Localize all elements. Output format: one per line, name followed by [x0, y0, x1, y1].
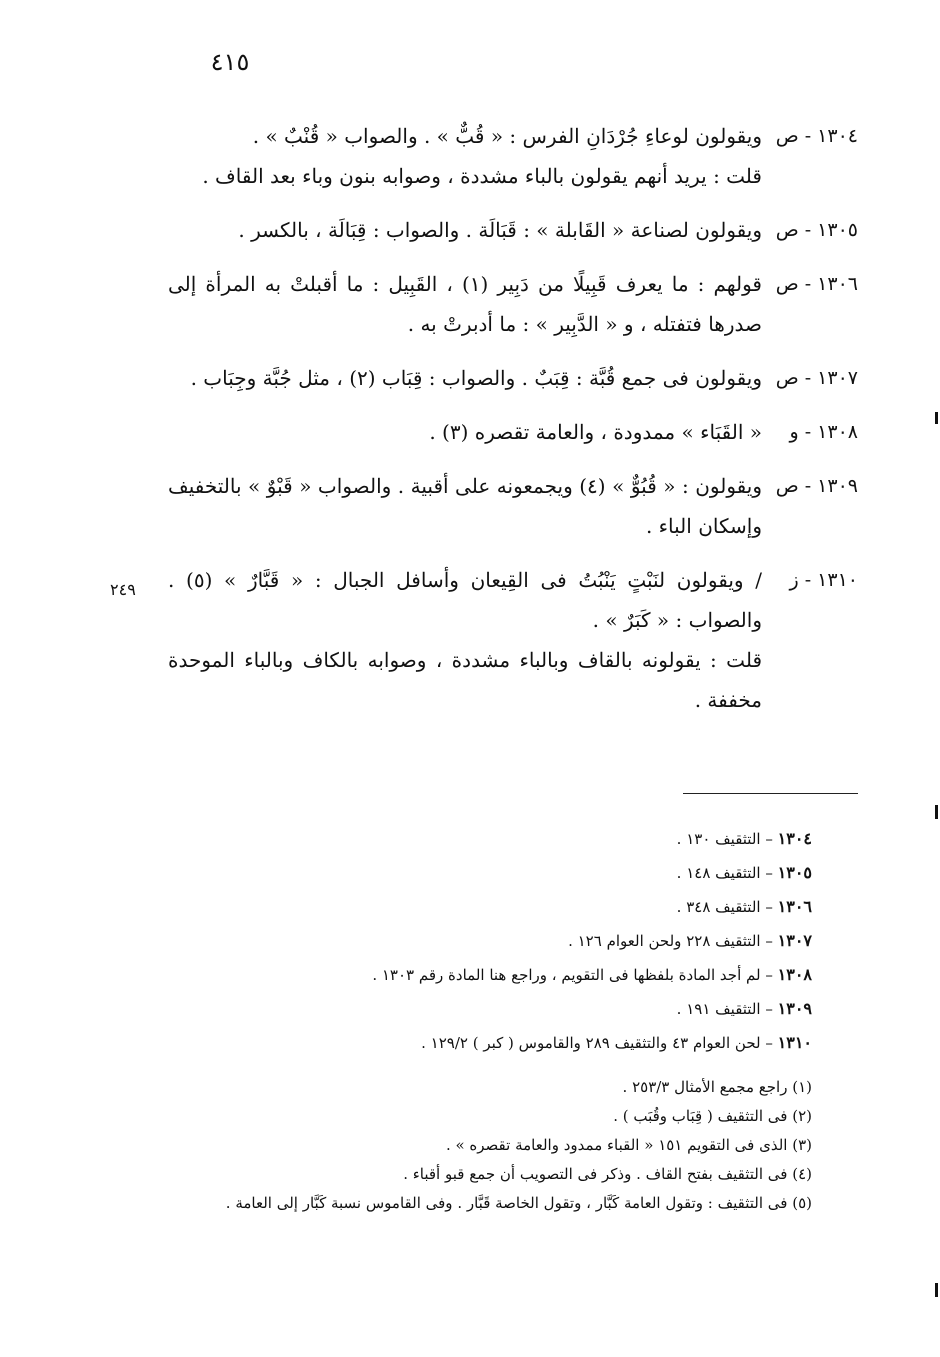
entry-number: ١٣٠٥ - ص — [775, 219, 858, 241]
footnote-2: (٢) فى التثقيف ( قِبَاب وقُبَب ) . — [613, 1107, 812, 1125]
footnote-3: (٣) الذى فى التقويم ١٥١ « القباء ممدود والعامة تقصره » . — [445, 1136, 812, 1154]
source-text: – التثقيف ١٤٨ . — [676, 864, 773, 882]
source-number: ١٣٠٦ — [777, 897, 812, 916]
source-text: – التثقيف ٣٤٨ . — [676, 898, 773, 916]
source-line — [162, 924, 812, 958]
source-line — [162, 1026, 812, 1060]
source-line — [162, 890, 812, 924]
source-number: ١٣٠٥ — [777, 863, 812, 882]
entry-number: ١٣٠٤ - ص — [775, 125, 858, 147]
source-number: ١٣١٠ — [777, 1033, 812, 1052]
entry-note: قلت : يريد أنهم يقولون بالباء مشددة ، وصوابه بنون وباء بعد القاف . — [202, 164, 762, 188]
entry-number: ١٣٠٨ - و — [789, 421, 858, 443]
entry-1309 — [168, 466, 858, 546]
source-line — [162, 958, 812, 992]
entry-number: ١٣٠٧ - ص — [775, 367, 858, 389]
entry-1306 — [168, 264, 858, 344]
scan-edge-mark — [935, 805, 938, 819]
entry-1310 — [168, 560, 858, 720]
margin-number: ٢٤٩ — [110, 580, 136, 599]
footnotes-list — [132, 1073, 812, 1218]
footnote-5: (٥) فى التثقيف : وتقول العامة كَبَّار ، وتقول الخاصة قَبَّار . وفى القاموس نسبة كَبَّار إلى العامة . — [225, 1194, 812, 1212]
source-number: ١٣٠٨ — [777, 965, 812, 984]
entry-text: قولهم : ما يعرف قَبِيلًا من دَبِير (١) ، القَبِيل : ما أقبلتْ به المرأة إلى صدرها فتفتله ، و « الدَّبِير » : ما أدبرتْ به . — [168, 272, 762, 336]
entry-text: / ويقولون لنَبْتٍ يَنْبُتُ فى القِيعان وأسافل الجبال : « قَبَّارٌ » (٥) . والصواب : « كَبَرٌ » . — [168, 568, 762, 632]
source-number: ١٣٠٤ — [777, 829, 812, 848]
entry-text: ويقولون لصناعة « القَابلة » : قَبَالَة . والصواب : قِبَالَة ، بالكسر . — [238, 218, 762, 242]
footnote-1: (١) راجع مجمع الأمثال ٢٥٣/٣ . — [622, 1078, 812, 1096]
page-number: ٤١٥ — [210, 48, 250, 76]
entry-number: ١٣١٠ - ز — [789, 569, 858, 591]
entry-text: « القَبَاء » ممدودة ، والعامة تقصره (٣) . — [429, 420, 762, 444]
entry-1304 — [168, 116, 858, 196]
scan-edge-mark — [935, 1283, 938, 1297]
sources-list — [162, 822, 812, 1060]
source-text: – لم أجد المادة بلفظها فى التقويم ، وراجع هنا المادة رقم ١٣٠٣ . — [372, 966, 773, 984]
source-text: – التثقيف ١٣٠ . — [676, 830, 773, 848]
source-number: ١٣٠٩ — [777, 999, 812, 1018]
source-text: – التثقيف ١٩١ . — [676, 1000, 773, 1018]
entry-text: ويقولون : « قُبُوٌّ » (٤) ويجمعونه على أقبية . والصواب « قَبْوٌ » بالتخفيف وإسكان الباء . — [168, 474, 762, 538]
entries-list — [168, 116, 858, 734]
entry-text: ويقولون لوعاءِ جُرْدَانِ الفرس : « قُبٌّ » . والصواب « قُنْبٌ » . — [252, 124, 762, 148]
entry-number: ١٣٠٩ - ص — [775, 475, 858, 497]
source-line — [162, 822, 812, 856]
entry-1308 — [168, 412, 858, 452]
source-line — [162, 856, 812, 890]
entry-number: ١٣٠٦ - ص — [775, 273, 858, 295]
footnote-divider — [683, 793, 858, 794]
source-number: ١٣٠٧ — [777, 931, 812, 950]
scan-edge-mark — [935, 412, 938, 424]
source-line — [162, 992, 812, 1026]
entry-1307 — [168, 358, 858, 398]
footnote-4: (٤) فى التثقيف بفتح القاف . وذكر فى التصويب أن جمع قبو أقباء . — [403, 1165, 812, 1183]
entry-note: قلت : يقولونه بالقاف وبالباء مشددة ، وصوابه بالكاف وبالباء الموحدة مخففة . — [168, 648, 762, 712]
source-text: – التثقيف ٢٢٨ ولحن العوام ١٢٦ . — [568, 932, 773, 950]
entry-text: ويقولون فى جمع قُبَّة : قِبَبٌ . والصواب : قِبَاب (٢) ، مثل جُبَّة وجِبَاب . — [190, 366, 762, 390]
source-text: – لحن العوام ٤٣ والتثقيف ٢٨٩ والقاموس ( كبر ) ١٢٩/٢ . — [421, 1034, 773, 1052]
entry-1305 — [168, 210, 858, 250]
